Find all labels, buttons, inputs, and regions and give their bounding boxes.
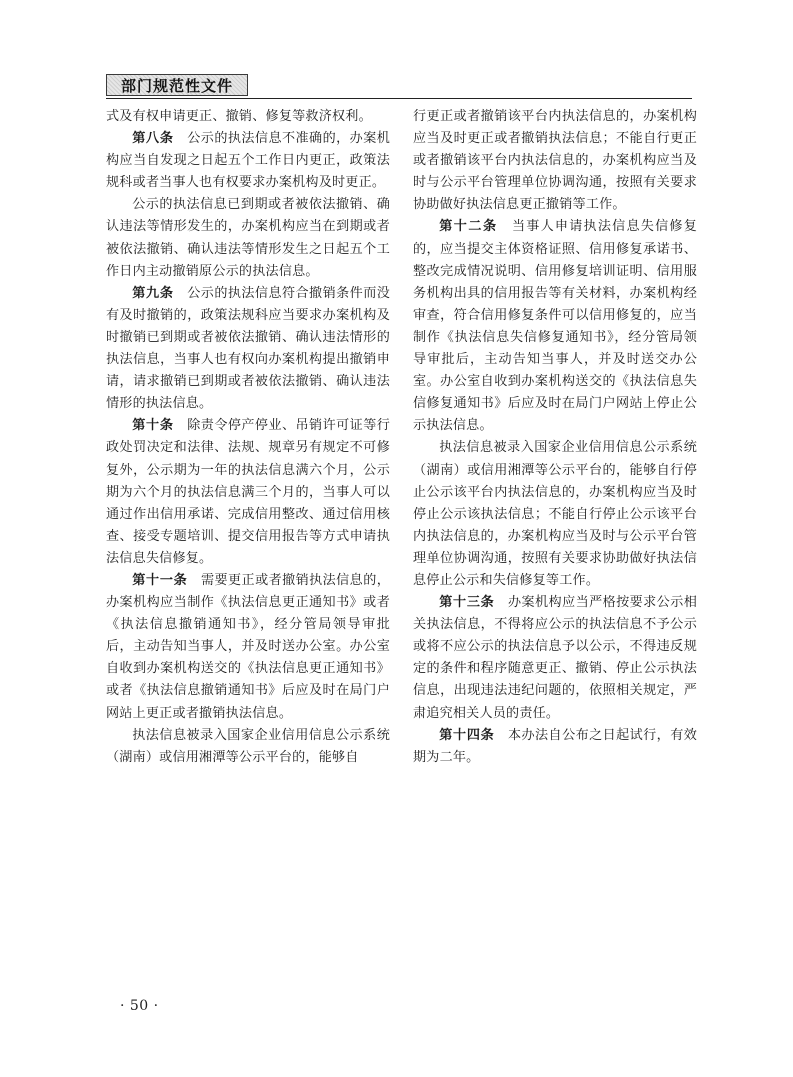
article-body: 公示的执法信息符合撤销条件而没有及时撤销的，政策法规科应当要求办案机构及时撤销已到期或者被依法撤销、确认违法情形的执法信息，当事人也有权向办案机构提出撤销申请，请求撤销已到期或者被依法撤销、确认违法情形的执法信息。: [106, 285, 391, 412]
article-body: 除责令停产停业、吊销许可证等行政处罚决定和法律、法规、规章另有规定不可修复外，公示期为一年的执法信息满六个月，公示期为六个月的执法信息满三个月的，当事人可以通过作出信用承诺、完成信用整改、通过信用核查、接受专题培训、提交信用报告等方式申请执法信息失信修复。: [106, 418, 391, 566]
article-heading: 第十四条: [439, 727, 495, 743]
paragraph: 执法信息被录入国家企业信用信息公示系统（湖南）或信用湘潭等公示平台的，能够自: [106, 727, 390, 765]
article-heading: 第十三条: [439, 595, 495, 611]
article-heading: 第十一条: [132, 572, 188, 588]
article-9: [106, 283, 390, 416]
article-14: [413, 725, 697, 769]
paragraph: 公示的执法信息已到期或者被依法撤销、确认违法等情形发生的，办案机构应当在到期或者被依法撤销、确认违法等情形发生之日起五个工作日内主动撤销原公示的执法信息。: [106, 197, 390, 279]
header-rule: [106, 98, 692, 99]
article-body: 本办法自公布之日起试行，有效期为二年。: [413, 727, 698, 765]
article-body: 需要更正或者撤销执法信息的，办案机构应当制作《执法信息更正通知书》或者《执法信息撤销通知书》，经分管局领导审批后，主动告知当事人，并及时送办公室。办公室自收到办案机构送交的《执法信息更正通知书》或者《执法信息撤销通知书》后应及时在局门户网站上更正或者撤销执法信息。: [106, 572, 391, 721]
article-8: [106, 128, 390, 194]
article-body: 公示的执法信息不准确的，办案机构应当自发现之日起五个工作日内更正，政策法规科或者当事人也有权要求办案机构及时更正。: [106, 131, 391, 191]
left-column: [106, 106, 390, 769]
article-heading: 第八条: [132, 131, 174, 147]
article-12: [413, 216, 697, 437]
article-heading: 第九条: [132, 285, 174, 301]
article-13: [413, 592, 697, 725]
article-heading: 第十二条: [439, 219, 498, 235]
article-body: 办案机构应当严格按要求公示相关执法信息，不得将应公示的执法信息不予公示或将不应公示的执法信息予以公示，不得违反规定的条件和程序随意更正、撤销、停止公示执法信息，出现违法违纪问题的，依照相关规定，严肃追究相关人员的责任。: [413, 595, 698, 721]
section-label: [106, 74, 248, 96]
paragraph: 式及有权申请更正、撤销、修复等救济权利。: [106, 109, 372, 124]
article-heading: 第十条: [132, 418, 174, 434]
article-11: [106, 570, 390, 725]
page-number: · 50 ·: [120, 998, 159, 1014]
article-body: 当事人申请执法信息失信修复的，应当提交主体资格证照、信用修复承诺书、整改完成情况说明、信用修复培训证明、信用服务机构出具的信用报告等有关材料，办案机构经审查，符合信用修复条件可以信用修复的，应当制作《执法信息失信修复通知书》，经分管局领导审批后，主动告知当事人，并及时送交办公室。办公室自收到办案机构送交的《执法信息失信修复通知书》后应及时在局门户网站上停止公示执法信息。: [413, 219, 697, 434]
article-10: [106, 415, 390, 570]
right-column: [413, 106, 697, 769]
section-label-text: 部门规范性文件: [120, 76, 233, 95]
paragraph: 执法信息被录入国家企业信用信息公示系统（湖南）或信用湘潭等公示平台的，能够自行停止公示该平台内执法信息的，办案机构应当及时停止公示该执法信息；不能自行停止公示该平台内执法信息的，办案机构应当及时与公示平台管理单位协调沟通，按照有关要求协助做好执法信息停止公示和失信修复等工作。: [413, 440, 697, 588]
paragraph: 行更正或者撤销该平台内执法信息的，办案机构应当及时更正或者撤销执法信息；不能自行更正或者撤销该平台内执法信息的，办案机构应当及时与公示平台管理单位协调沟通，按照有关要求协助做好执法信息更正撤销等工作。: [413, 109, 697, 213]
